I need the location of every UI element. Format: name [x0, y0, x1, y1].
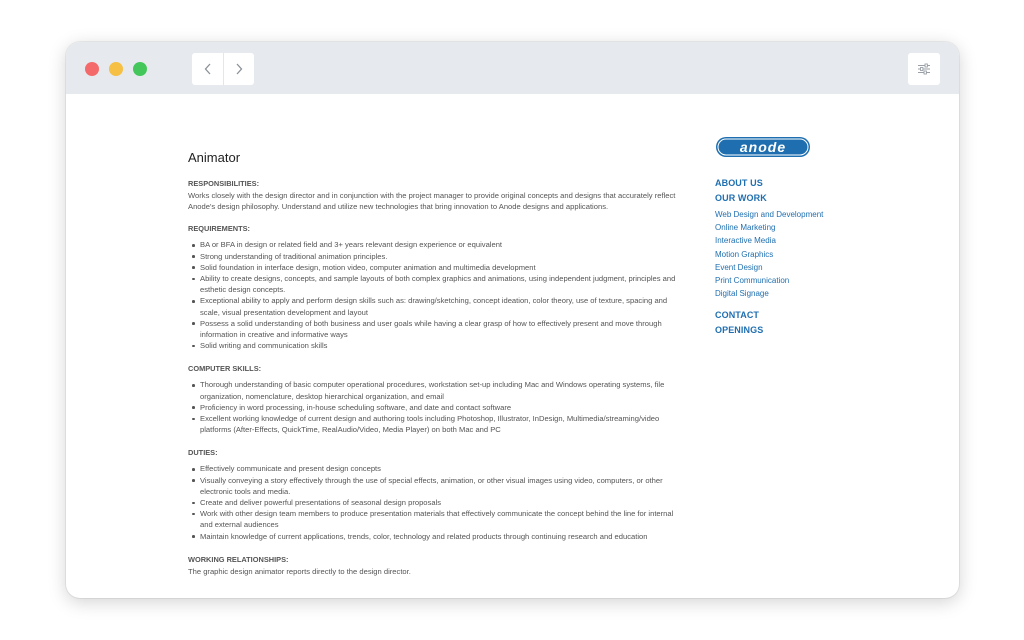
- section-heading: RESPONSIBILITIES:: [188, 179, 260, 188]
- job-section: [188, 364, 680, 435]
- job-section: [188, 555, 680, 577]
- job-sections: [188, 179, 680, 577]
- chevron-right-icon: [234, 63, 244, 75]
- nav-digital-signage[interactable]: Digital Signage: [715, 289, 769, 299]
- nav-event-design[interactable]: Event Design: [715, 262, 763, 272]
- job-section: [188, 448, 680, 541]
- nav-motion-graphics[interactable]: Motion Graphics: [715, 249, 774, 259]
- list-item: Solid foundation in interface design, motion video, computer animation and multimedia development: [188, 262, 680, 273]
- list-item: Maintain knowledge of current applications, trends, color, technology and related products through continuing research and education: [188, 531, 680, 542]
- list-item: Exceptional ability to apply and perform design skills such as: drawing/sketching, concept ideation, color theory, use of texture, spacing and scale, visual presentation development and layout: [188, 295, 680, 317]
- section-paragraph: Works closely with the design director and in conjunction with the project manager to provide original concepts and designs that accurately reflect Anode's design philosophy. Understand and utilize new technologies that bring innovation to Anode designs and applications.: [188, 191, 676, 212]
- nav-contact[interactable]: CONTACT: [715, 310, 760, 321]
- job-description: [188, 150, 680, 589]
- job-section: [188, 224, 680, 351]
- list-item: Visually conveying a story effectively through the use of special effects, animation, or other visual images using video, computers, or other electronic tools and media.: [188, 475, 680, 497]
- minimize-window-button[interactable]: [109, 62, 123, 76]
- list-item: Proficiency in word processing, in-house scheduling software, and date and contact software: [188, 402, 680, 413]
- nav-our-work[interactable]: OUR WORK: [715, 193, 767, 203]
- back-button[interactable]: [192, 53, 223, 85]
- chevron-left-icon: [203, 63, 213, 75]
- forward-button[interactable]: [223, 53, 254, 85]
- section-heading: WORKING RELATIONSHIPS:: [188, 554, 289, 564]
- page-content: [66, 94, 959, 598]
- browser-titlebar: [66, 42, 959, 94]
- list-item: Strong understanding of traditional animation principles.: [188, 251, 680, 262]
- section-heading: DUTIES:: [188, 448, 218, 458]
- nav-web-design[interactable]: Web Design and Development: [715, 210, 824, 219]
- anode-logo[interactable]: [715, 136, 811, 158]
- list-item: Possess a solid understanding of both business and user goals while having a clear grasp of how to effectively present and move through information in creative and informative ways: [188, 318, 680, 340]
- list-item: Excellent working knowledge of current design and authoring tools including Photoshop, Illustrator, InDesign, Multimedia/streaming/video platforms (After-Effects, QuickTime, RealAudio/Video, Media Player) on both Mac and PC: [188, 413, 680, 435]
- browser-window: [66, 42, 959, 598]
- section-heading: REQUIREMENTS:: [188, 224, 251, 234]
- list-item: Ability to create designs, concepts, and sample layouts of both complex graphics and animations, using independent judgment, principles and esthetic design concepts.: [188, 273, 680, 295]
- nav-interactive-media[interactable]: Interactive Media: [715, 236, 776, 246]
- sidebar: [715, 136, 895, 340]
- close-window-button[interactable]: [85, 62, 99, 76]
- navigation-buttons: [192, 53, 254, 85]
- our-work-submenu: [715, 208, 895, 300]
- list-item: Create and deliver powerful presentations of seasonal design proposals: [188, 497, 680, 508]
- maximize-window-button[interactable]: [133, 62, 147, 76]
- settings-sliders-icon: [917, 63, 931, 75]
- job-section: [188, 179, 680, 212]
- svg-text:anode: anode: [739, 139, 787, 155]
- bullet-list: [188, 239, 680, 351]
- section-paragraph: The graphic design animator reports directly to the design director.: [188, 566, 411, 576]
- bullet-list: [188, 463, 680, 541]
- section-heading: COMPUTER SKILLS:: [188, 364, 262, 374]
- nav-online-marketing[interactable]: Online Marketing: [715, 223, 776, 233]
- list-item: Thorough understanding of basic computer operational procedures, workstation set-up including Mac and Windows operating systems, file organization, nomenclature, desktop hierarchical organization, and email: [188, 379, 680, 401]
- nav-print-communication[interactable]: Print Communication: [715, 276, 790, 286]
- bullet-list: [188, 379, 680, 435]
- list-item: Work with other design team members to produce presentation materials that effectively communicate the concept behind the line for internal and external audiences: [188, 508, 680, 530]
- list-item: BA or BFA in design or related field and 3+ years relevant design experience or equivalent: [188, 239, 680, 250]
- nav-openings[interactable]: OPENINGS: [715, 325, 764, 336]
- list-item: Solid writing and communication skills: [188, 340, 680, 351]
- browser-menu-button[interactable]: [908, 53, 940, 85]
- page-title: Animator: [188, 150, 241, 165]
- list-item: Effectively communicate and present design concepts: [188, 463, 680, 474]
- nav-about-us[interactable]: ABOUT US: [715, 178, 763, 188]
